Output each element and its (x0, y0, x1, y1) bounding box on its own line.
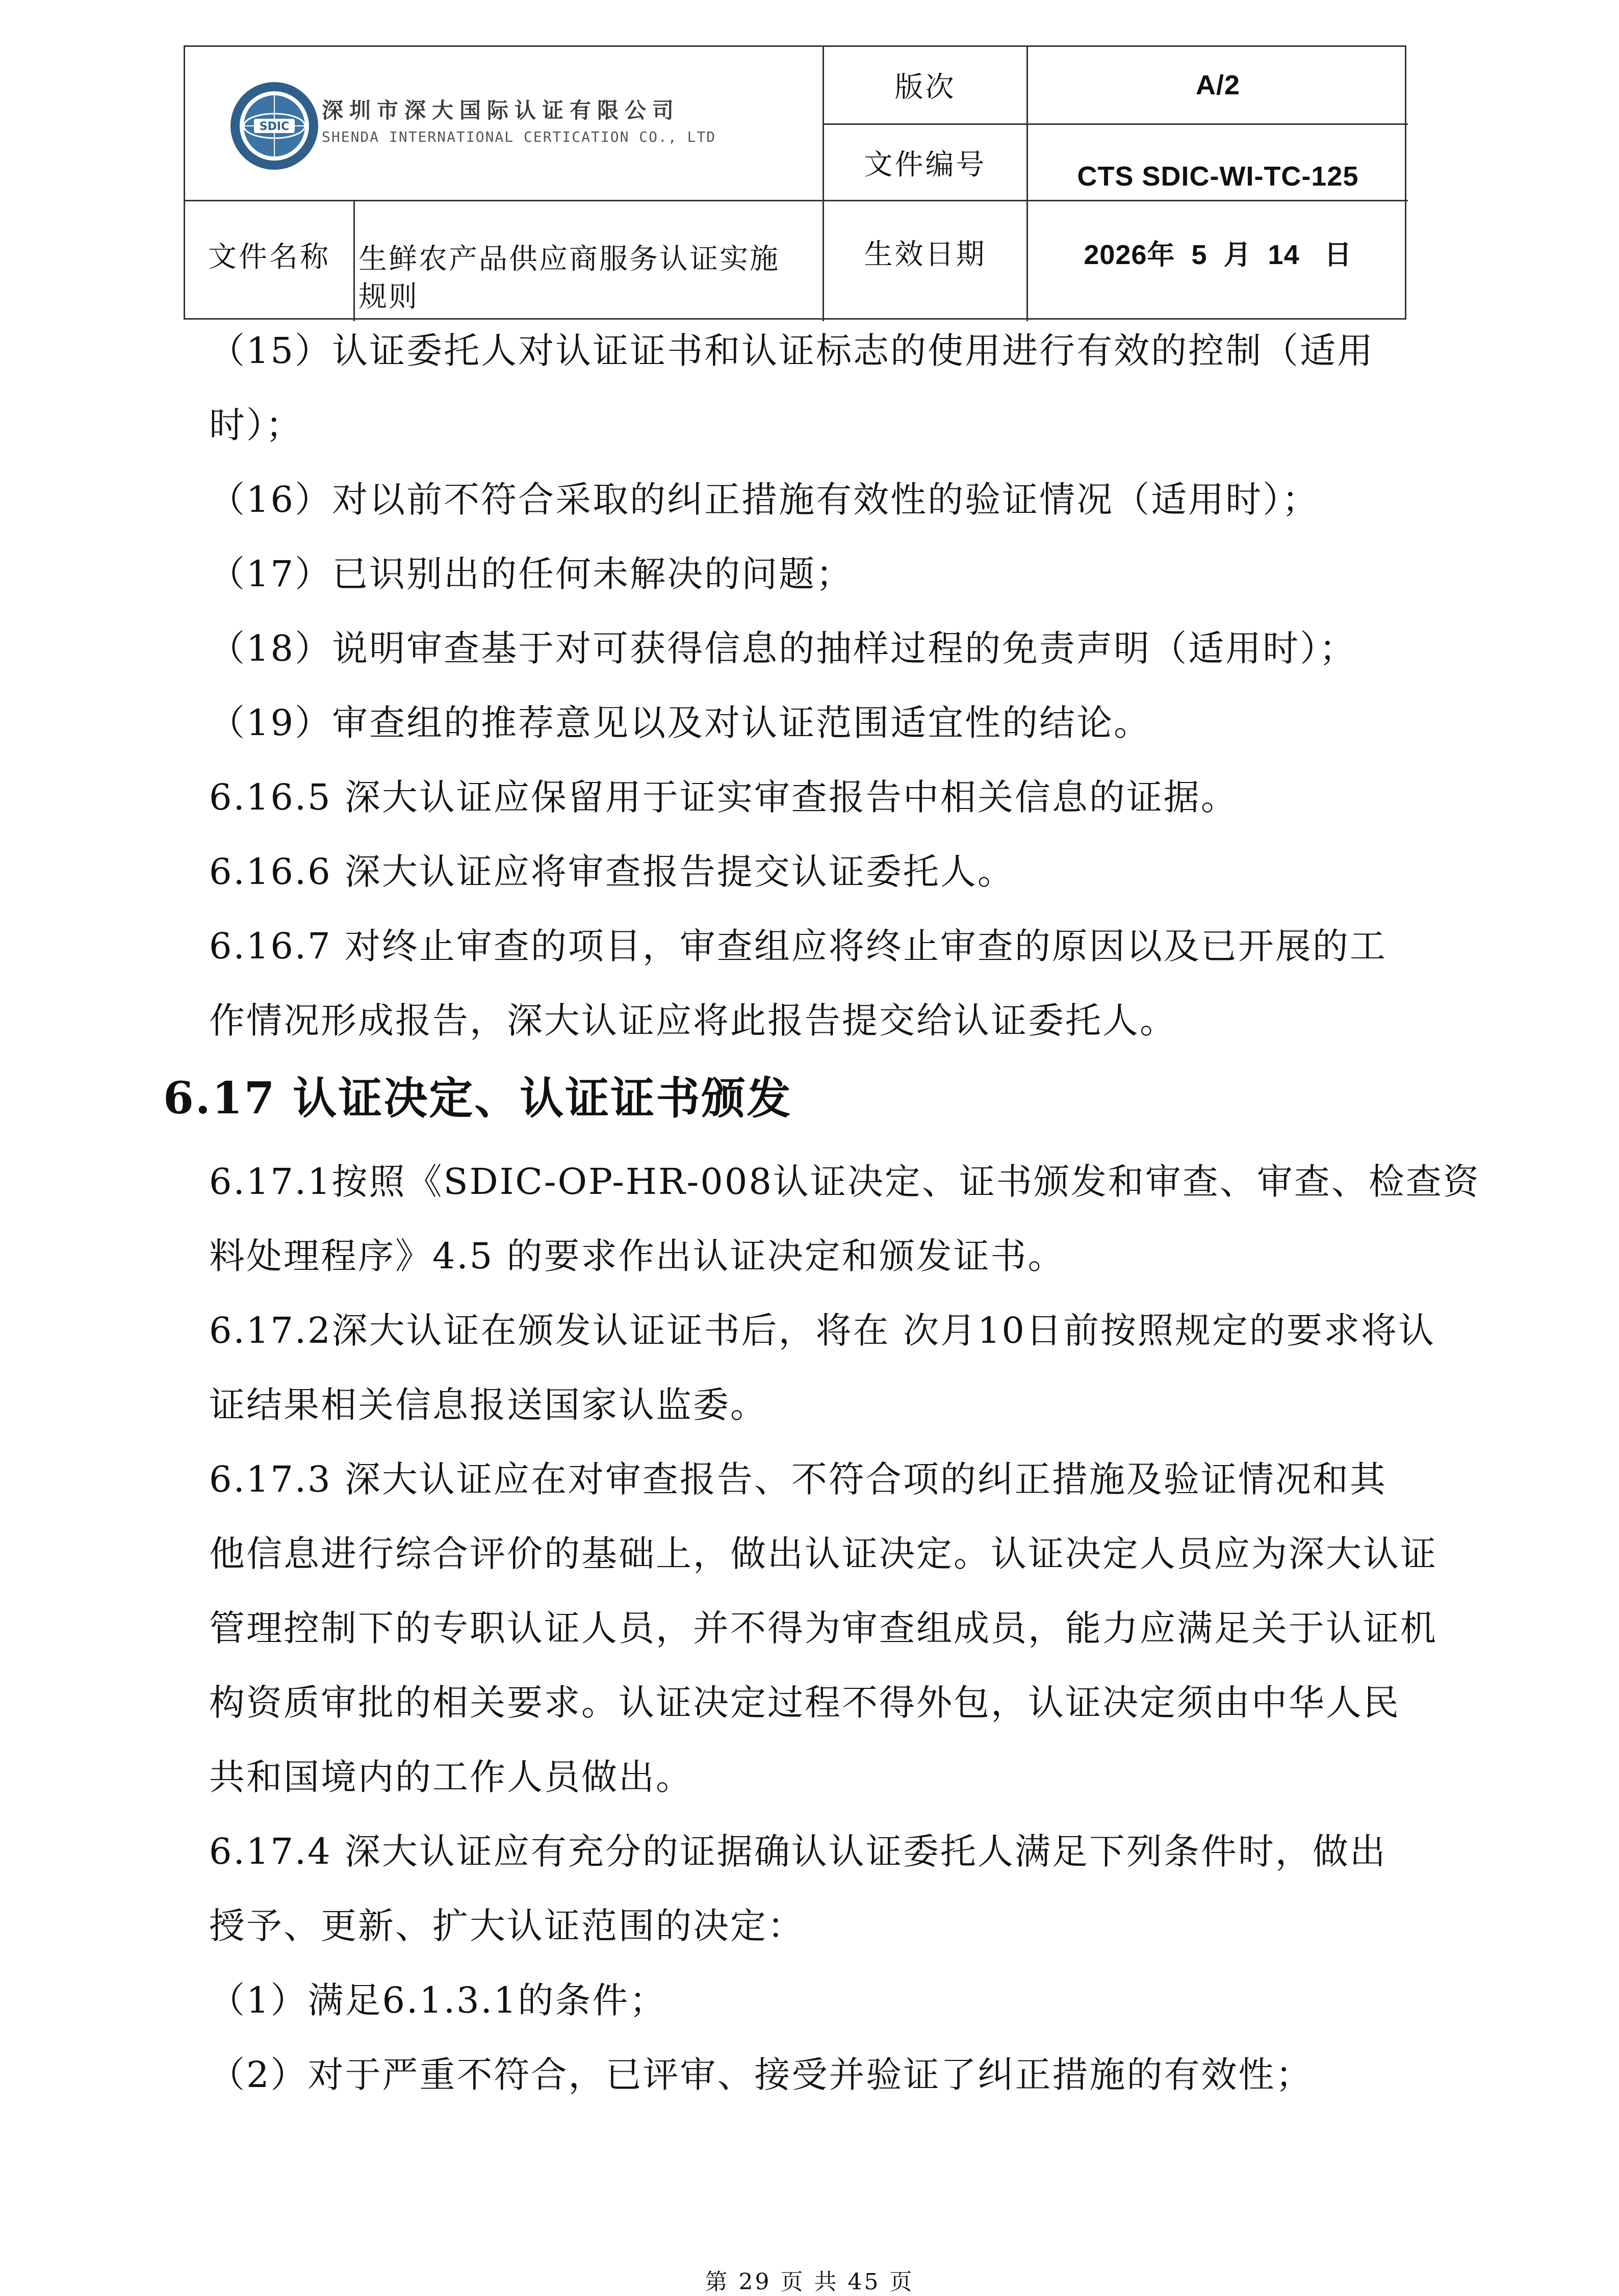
body-line: （2）对于严重不符合，已评审、接受并验证了纠正措施的有效性； (209, 2054, 1313, 2096)
version-label: 版次 (894, 71, 956, 104)
effective-date-label: 生效日期 (864, 238, 987, 271)
body-line: 构资质审批的相关要求。认证决定过程不得外包，认证决定须由中华人民 (209, 1682, 1400, 1724)
document-header-table (184, 45, 1406, 320)
body-line: 6.16.6 深大认证应将审查报告提交认证委托人。 (209, 851, 1015, 893)
header-col-divider (353, 200, 355, 321)
body-line: 6.17.1按照《SDIC-OP-HR-008认证决定、证书颁发和审查、审查、检查资 (209, 1161, 1480, 1203)
company-name-cn: 深圳市深大国际认证有限公司 (322, 98, 680, 123)
body-line: （15）认证委托人对认证证书和认证标志的使用进行有效的控制（适用 (209, 330, 1375, 372)
svg-text:SDIC: SDIC (259, 120, 290, 133)
company-name-en: SHENDA INTERNATIONAL CERTICATION CO., LTD (322, 128, 716, 145)
body-line: 6.17.2深大认证在颁发认证证书后，将在 次月10日前按照规定的要求将认 (209, 1310, 1435, 1351)
body-line: 6.17.3 深大认证应在对审查报告、不符合项的纠正措施及验证情况和其 (209, 1458, 1387, 1500)
body-line: 作情况形成报告，深大认证应将此报告提交给认证委托人。 (209, 1000, 1177, 1041)
body-line: （19）审查组的推荐意见以及对认证范围适宜性的结论。 (209, 702, 1151, 744)
doc-name-line: 生鲜农产品供应商服务认证实施 (358, 243, 780, 276)
body-line: 授予、更新、扩大认证范围的决定： (209, 1905, 805, 1947)
effective-date-value: 2026年 5 月 14 日 (1084, 239, 1352, 270)
doc-number-label: 文件编号 (864, 148, 987, 181)
body-line: （1）满足6.1.3.1的条件； (209, 1979, 667, 2021)
body-line: 共和国境内的工作人员做出。 (209, 1756, 693, 1798)
body-line: 时）； (209, 404, 303, 446)
body-line: 管理控制下的专职认证人员，并不得为审查组成员，能力应满足关于认证机 (209, 1607, 1437, 1649)
body-line: （18）说明审查基于对可获得信息的抽样过程的免责声明（适用时）； (209, 628, 1357, 669)
doc-name-line: 规则 (358, 280, 419, 314)
body-line: 6.16.5 深大认证应保留用于证实审查报告中相关信息的证据。 (209, 776, 1238, 818)
page-number: 第 29 页 共 45 页 (705, 2269, 914, 2295)
company-logo-icon (228, 80, 320, 172)
body-line: （16）对以前不符合采取的纠正措施有效性的验证情况（适用时）； (209, 479, 1320, 520)
section-heading: 6.17 认证决定、认证证书颁发 (163, 1073, 792, 1124)
body-line: 料处理程序》4.5 的要求作出认证决定和颁发证书。 (209, 1235, 1065, 1277)
version-value: A/2 (1195, 70, 1241, 100)
doc-number-value: CTS SDIC-WI-TC-125 (1077, 161, 1359, 192)
body-line: 6.16.7 对终止审查的项目，审查组应将终止审查的原因以及已开展的工 (209, 925, 1387, 967)
doc-name-label: 文件名称 (208, 241, 330, 274)
body-line: 6.17.4 深大认证应有充分的证据确认认证委托人满足下列条件时，做出 (209, 1831, 1387, 1872)
body-line: 他信息进行综合评价的基础上，做出认证决定。认证决定人员应为深大认证 (209, 1533, 1437, 1575)
body-line: 证结果相关信息报送国家认监委。 (209, 1384, 767, 1426)
doc-name-value (358, 241, 780, 316)
body-line: （17）已识别出的任何未解决的问题； (209, 553, 854, 595)
